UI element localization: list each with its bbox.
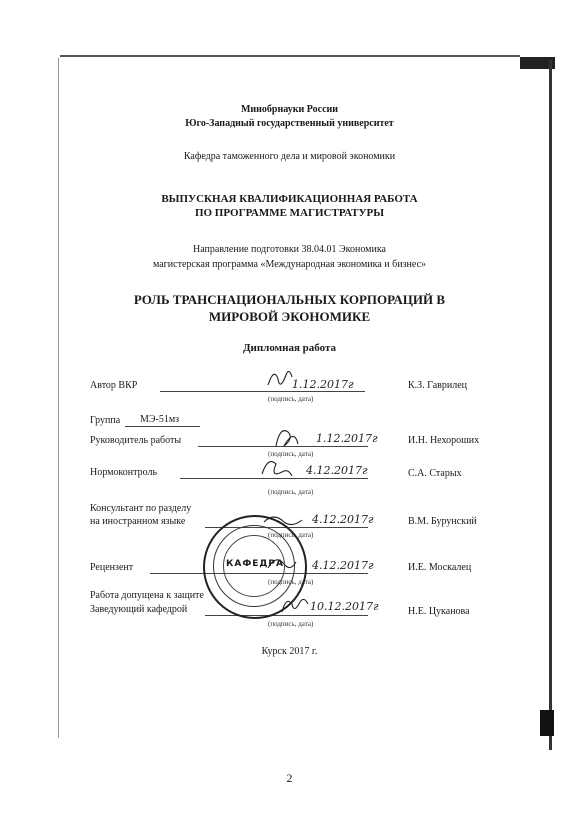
consultant-signature-date: 4.12.2017г <box>312 513 374 526</box>
author-signature-caption: (подпись, дата) <box>268 395 314 403</box>
direction-line1: Направление подготовки 38.04.01 Экономика <box>193 244 386 255</box>
consultant-signature-caption: (подпись, дата) <box>268 531 314 539</box>
reviewer-label: Рецензент <box>90 562 134 573</box>
admission-name: Н.Е. Цуканова <box>408 606 470 617</box>
normcontrol-signature-caption: (подпись, дата) <box>268 488 314 496</box>
admission-label-line1: Работа допущена к защите <box>90 590 204 601</box>
direction-line2: магистерская программа «Международная экономика и бизнес» <box>152 259 427 270</box>
thesis-title-line2: МИРОВОЙ ЭКОНОМИКЕ <box>208 309 371 324</box>
author-name: К.З. Гаврилец <box>408 380 468 391</box>
supervisor-signature-date: 1.12.2017г <box>316 432 378 445</box>
admission-signature-caption: (подпись, дата) <box>268 620 314 628</box>
group-value: МЭ-51мз <box>140 414 180 425</box>
reviewer-signature-date: 4.12.2017г <box>312 559 374 572</box>
normcontrol-signature-date: 4.12.2017г <box>306 464 368 477</box>
reviewer-name: И.Е. Москалец <box>408 562 472 573</box>
official-stamp <box>203 515 307 619</box>
page-number: 2 <box>286 771 293 785</box>
admission-label-line2: Заведующий кафедрой <box>90 604 188 615</box>
consultant-name: В.М. Бурунский <box>408 516 477 527</box>
document-subtitle: Дипломная работа <box>242 342 337 354</box>
author-label: Автор ВКР <box>90 380 138 391</box>
consultant-label-line2: на иностранном языке <box>90 516 186 527</box>
admission-signature-date: 10.12.2017г <box>310 600 379 613</box>
consultant-label-line1: Консультант по разделу <box>90 503 192 514</box>
normcontrol-signature-scribble <box>262 462 292 476</box>
stamp-center-text: КАФЕДРА <box>226 559 284 569</box>
supervisor-name: И.Н. Нехороших <box>408 435 480 446</box>
thesis-title-line1: РОЛЬ ТРАНСНАЦИОНАЛЬНЫХ КОРПОРАЦИЙ В <box>133 292 446 307</box>
normcontrol-name: С.А. Старых <box>408 468 462 479</box>
supervisor-signature-caption: (подпись, дата) <box>268 450 314 458</box>
supervisor-label: Руководитель работы <box>90 435 182 446</box>
work-type-line2: ПО ПРОГРАММЕ МАГИСТРАТУРЫ <box>194 207 385 219</box>
supervisor-signature-scribble <box>276 431 298 446</box>
department-name: Кафедра таможенного дела и мировой экономики <box>183 151 396 162</box>
university-name: Юго-Западный государственный университет <box>185 118 394 129</box>
normcontrol-label: Нормоконтроль <box>90 467 158 478</box>
work-type-line1: ВЫПУСКНАЯ КВАЛИФИКАЦИОННАЯ РАБОТА <box>161 193 418 205</box>
author-signature-scribble <box>268 371 292 385</box>
city-year: Курск 2017 г. <box>261 646 318 657</box>
group-label: Группа <box>90 415 121 426</box>
ministry-name: Минобрнауки России <box>240 104 339 115</box>
reviewer-signature-caption: (подпись, дата) <box>268 578 314 586</box>
author-signature-date: 1.12.2017г <box>292 378 354 391</box>
